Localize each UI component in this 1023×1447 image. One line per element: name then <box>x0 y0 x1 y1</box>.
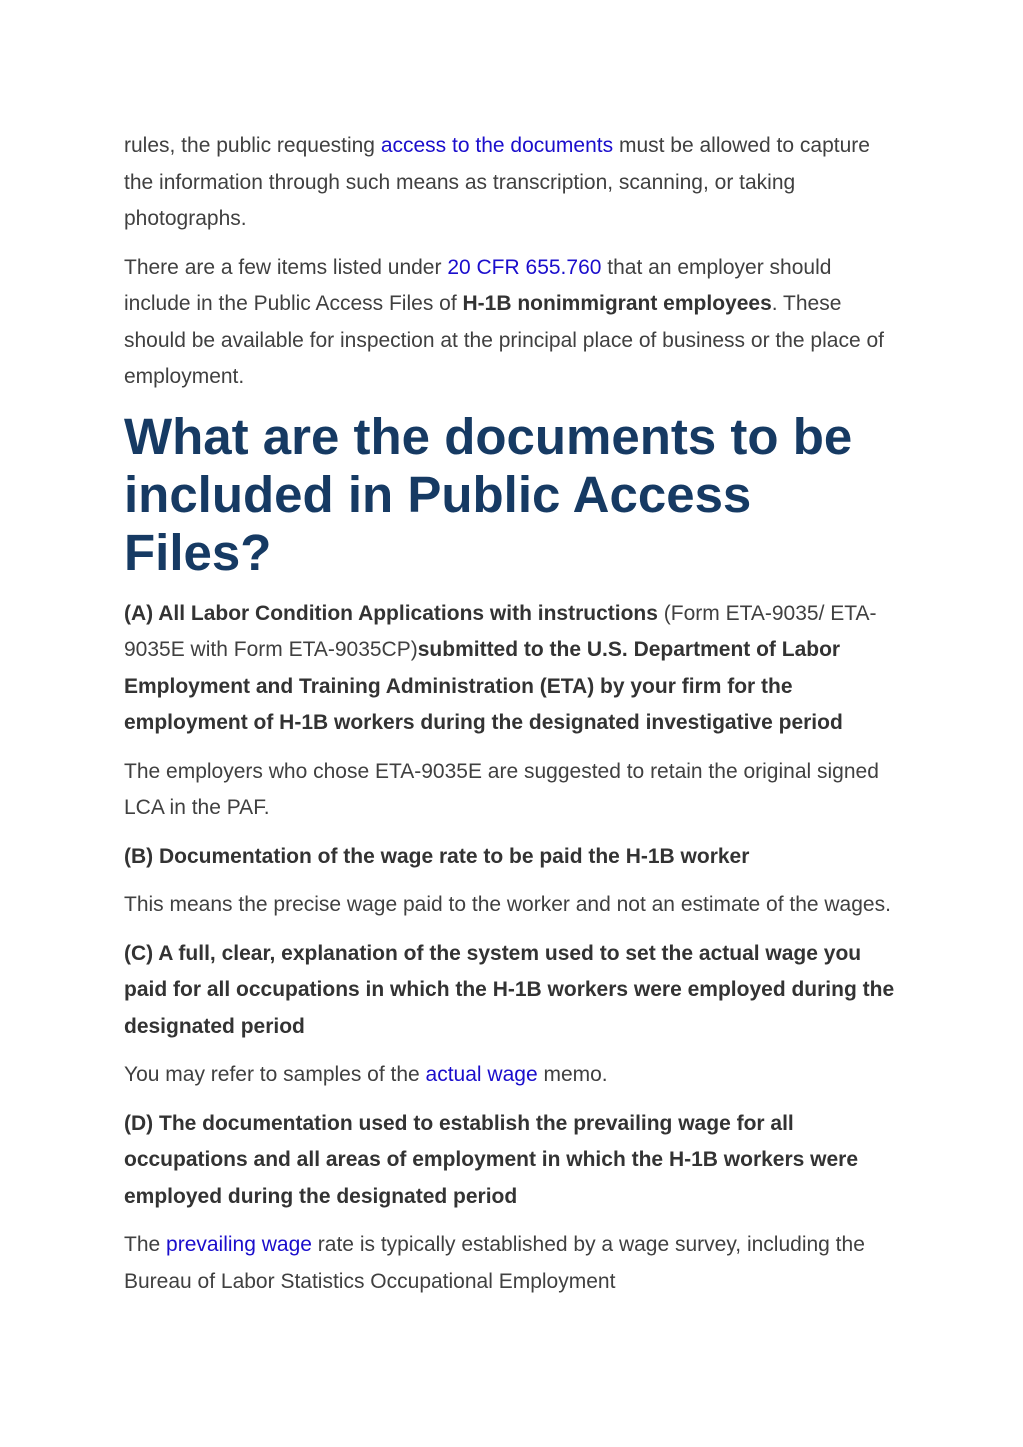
paragraph-cfr-items <box>124 250 900 396</box>
paragraph-item-b: This means the precise wage paid to the worker and not an estimate of the wages. <box>124 893 891 916</box>
document-page <box>124 128 900 1312</box>
link-access-to-documents[interactable]: access to the documents <box>380 134 614 157</box>
text: . These should be available for inspection at the principal place of business or the place of employment. <box>124 292 884 388</box>
paragraph-item-d <box>124 1227 900 1300</box>
text: must be allowed to capture the information through such means as transcription, scanning, or taking photographs. <box>124 134 870 230</box>
bold-text: H-1B nonimmigrant employees <box>462 292 772 315</box>
paragraph-item-c <box>124 1057 900 1094</box>
paragraph-item-a: The employers who chose ETA-9035E are suggested to retain the original signed LCA in the PAF. <box>124 759 879 819</box>
text: The <box>124 1233 167 1256</box>
item-b-heading: (B) Documentation of the wage rate to be paid the H-1B worker <box>124 844 750 868</box>
section-heading: What are the documents to be included in Public Access Files? <box>124 407 853 581</box>
item-c-heading: (C) A full, clear, explanation of the system used to set the actual wage you paid for all occupations in which the H-1B workers were employed during the designated period <box>124 941 895 1038</box>
bold-text: submitted to the U.S. Department of Labor Employment and Training Administration (ETA) by your firm for the employment of H-1B workers during the designated investigative period <box>124 638 843 734</box>
text: There are a few items listed under <box>124 255 448 279</box>
text: You may refer to samples of the <box>124 1063 426 1086</box>
item-d-heading: (D) The documentation used to establish the prevailing wage for all occupations and all areas of employment in which the H-1B workers were employed during the designated period <box>124 1111 859 1208</box>
link-prevailing-wage[interactable]: prevailing wage <box>166 1233 312 1256</box>
text: (Form ETA-9035/ ETA-9035E with Form ETA-9035CP) <box>124 601 877 661</box>
paragraph-access-rules <box>124 128 900 238</box>
bold-text: (A) All Labor Condition Applications with instructions <box>124 601 658 625</box>
text: memo. <box>537 1063 608 1086</box>
text: rate is typically established by a wage survey, including the Bureau of Labor Statistics Occupational Employment <box>124 1233 865 1293</box>
item-a-heading <box>124 596 900 742</box>
text: rules, the public requesting <box>124 134 381 157</box>
link-actual-wage[interactable]: actual wage <box>425 1063 538 1086</box>
link-20-cfr-655-760[interactable]: 20 CFR 655.760 <box>447 255 602 279</box>
text: that an employer should include in the Public Access Files of <box>124 255 832 315</box>
